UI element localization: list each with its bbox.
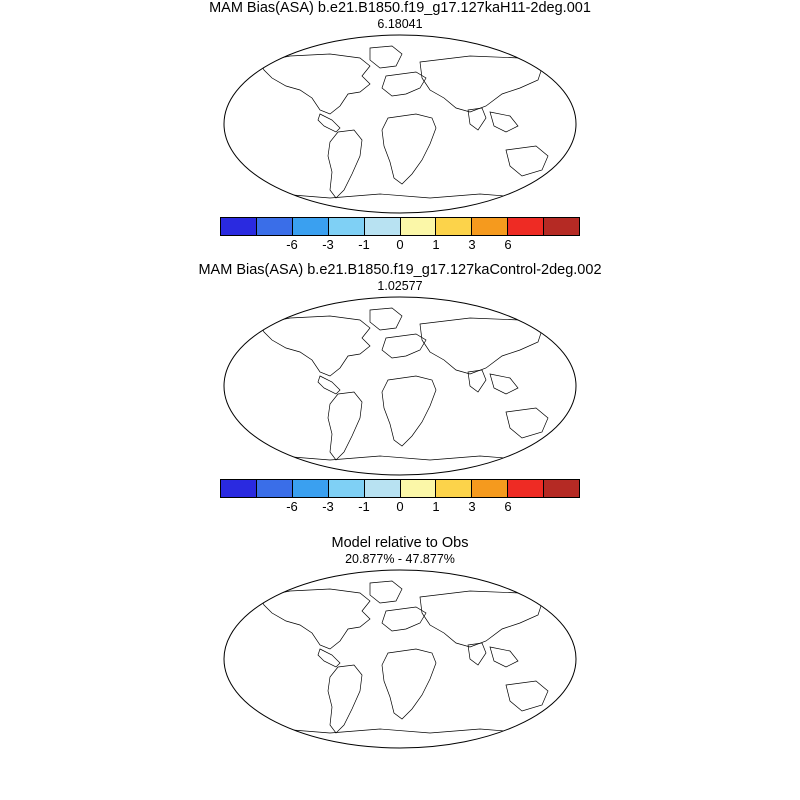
- panel-3-map: [220, 567, 580, 752]
- panel-2: [0, 262, 800, 517]
- colorbar-tick: -6: [286, 237, 298, 252]
- colorbar-swatches: [220, 479, 580, 498]
- colorbar-tick: 1: [432, 237, 440, 252]
- panel-1-map: [220, 32, 580, 217]
- colorbar-tick: -1: [358, 237, 370, 252]
- colorbar-swatch: [544, 218, 579, 235]
- colorbar-tick: -6: [286, 499, 298, 514]
- colorbar-tick: 1: [432, 499, 440, 514]
- colorbar-tick: 3: [468, 499, 476, 514]
- colorbar-swatch: [293, 480, 329, 497]
- colorbar-swatch: [221, 480, 257, 497]
- colorbar-swatch: [221, 218, 257, 235]
- colorbar-tick-labels: [220, 498, 580, 516]
- panel-2-subtitle: 1.02577: [377, 279, 423, 293]
- colorbar-tick: 3: [468, 237, 476, 252]
- panel-2-colorbar: [215, 479, 585, 517]
- colorbar-swatches: [220, 217, 580, 236]
- colorbar-swatch: [436, 218, 472, 235]
- colorbar-swatch: [401, 218, 437, 235]
- colorbar-tick: 6: [504, 237, 512, 252]
- colorbar-swatch: [329, 480, 365, 497]
- colorbar-swatch: [436, 480, 472, 497]
- colorbar-swatch: [329, 218, 365, 235]
- colorbar-swatch: [508, 218, 544, 235]
- colorbar-swatch: [544, 480, 579, 497]
- colorbar-tick: 0: [396, 237, 404, 252]
- panel-1-colorbar: [215, 217, 585, 255]
- panel-3-map-svg: [220, 567, 580, 752]
- panel-3-title: Model relative to Obs: [331, 535, 469, 551]
- colorbar-tick: -3: [322, 499, 334, 514]
- colorbar-tick-labels: [220, 236, 580, 254]
- panel-2-map: [220, 294, 580, 479]
- panel-2-map-svg: [220, 294, 580, 479]
- panel-3-subtitle: 20.877% - 47.877%: [345, 552, 455, 566]
- colorbar-swatch: [257, 218, 293, 235]
- colorbar-swatch: [401, 480, 437, 497]
- colorbar-swatch: [508, 480, 544, 497]
- colorbar-swatch: [293, 218, 329, 235]
- colorbar-tick: -3: [322, 237, 334, 252]
- colorbar-tick: -1: [358, 499, 370, 514]
- panel-1-subtitle: 6.18041: [377, 17, 423, 31]
- colorbar-swatch: [365, 480, 401, 497]
- colorbar-tick: 0: [396, 499, 404, 514]
- panel-1-map-svg: [220, 32, 580, 217]
- colorbar-swatch: [472, 480, 508, 497]
- panel-1-title: MAM Bias(ASA) b.e21.B1850.f19_g17.127kaH11-2deg.001: [209, 0, 591, 16]
- colorbar-tick: 6: [504, 499, 512, 514]
- panel-2-title: MAM Bias(ASA) b.e21.B1850.f19_g17.127kaControl-2deg.002: [198, 262, 602, 278]
- colorbar-swatch: [257, 480, 293, 497]
- panel-1: [0, 0, 800, 255]
- panel-3: [0, 535, 800, 752]
- colorbar-swatch: [472, 218, 508, 235]
- colorbar-swatch: [365, 218, 401, 235]
